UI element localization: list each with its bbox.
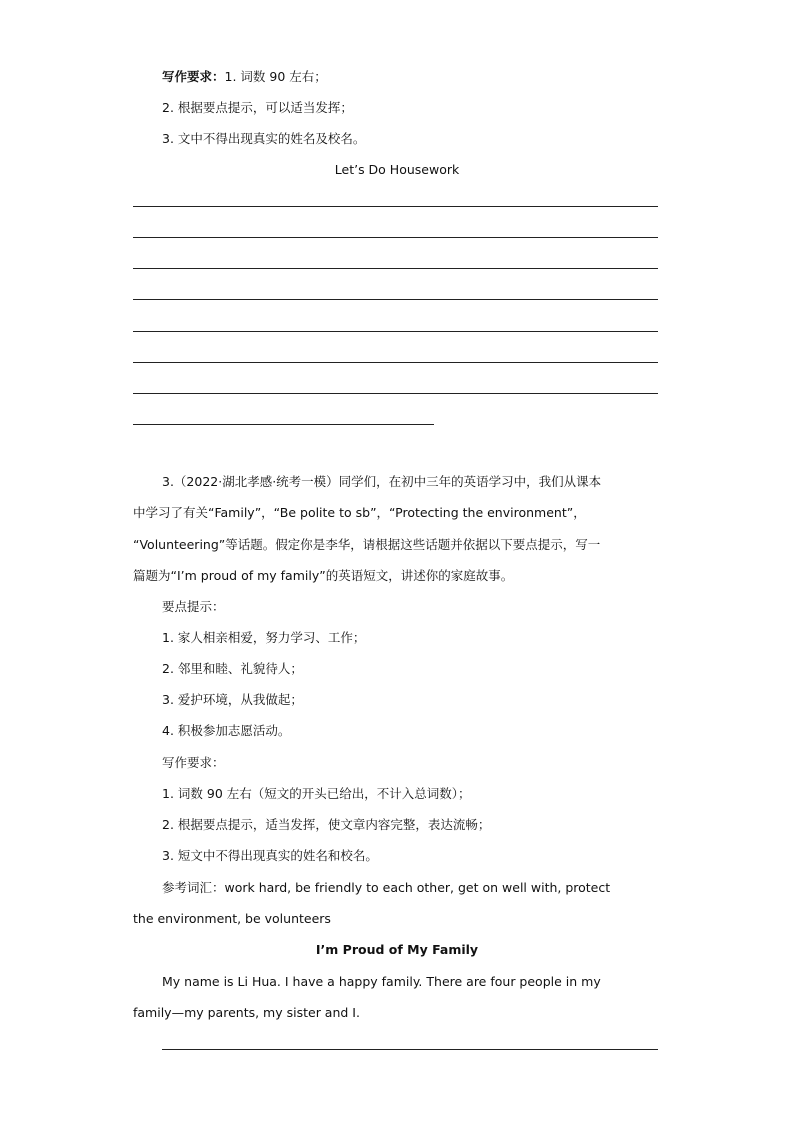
key-point-item: 2. 邻里和睦、礼貌待人；	[162, 661, 303, 676]
essay-opening-line: My name is Li Hua. I have a happy family. There are four people in my	[162, 974, 601, 989]
answer-line	[133, 237, 658, 238]
key-points-label: 要点提示：	[162, 599, 225, 614]
key-point-item: 1. 家人相亲相爱，努力学习、工作；	[162, 630, 366, 645]
answer-line	[162, 1049, 658, 1050]
reference-vocabulary-line: the environment, be volunteers	[133, 911, 331, 926]
requirement-item: 3. 短文中不得出现真实的姓名和校名。	[162, 848, 378, 863]
question-intro-line: 3.（2022·湖北孝感·统考一模）同学们，在初中三年的英语学习中，我们从课本	[162, 474, 602, 489]
requirement-item: 3. 文中不得出现真实的姓名及校名。	[162, 131, 366, 146]
answer-line	[133, 206, 658, 207]
key-point-item: 4. 积极参加志愿活动。	[162, 723, 291, 738]
essay-opening-line: family—my parents, my sister and I.	[133, 1005, 360, 1020]
answer-line-short	[133, 424, 434, 425]
key-point-item: 3. 爱护环境，从我做起；	[162, 692, 303, 707]
requirement-item: 2. 根据要点提示，可以适当发挥；	[162, 100, 353, 115]
essay-title-family: I’m Proud of My Family	[315, 942, 479, 957]
requirement-item: 2. 根据要点提示，适当发挥，使文章内容完整，表达流畅；	[162, 817, 491, 832]
writing-requirements-label: 写作要求：	[162, 69, 225, 84]
requirement-item: 1. 词数 90 左右（短文的开头已给出，不计入总词数）；	[162, 786, 471, 801]
answer-line	[133, 331, 658, 332]
question-intro-line: 篇题为“I’m proud of my family”的英语短文，讲述你的家庭故事。	[133, 568, 514, 583]
writing-requirements-line-1	[162, 69, 327, 85]
essay-title-housework: Let’s Do Housework	[334, 162, 460, 177]
answer-line	[133, 268, 658, 269]
answer-line	[133, 393, 658, 394]
question-intro-line: “Volunteering”等话题。假定你是李华，请根据这些话题并依据以下要点提示，写一	[133, 537, 601, 552]
reference-vocabulary-line: 参考词汇：work hard, be friendly to each other, get on well with, protect	[162, 880, 611, 895]
writing-requirements-label: 写作要求：	[162, 755, 225, 770]
answer-line	[133, 362, 658, 363]
requirement-item: 1. 词数 90 左右；	[224, 69, 327, 84]
question-intro-line: 中学习了有关“Family”，“Be polite to sb”，“Protecting the environment”，	[133, 505, 586, 520]
answer-line	[133, 299, 658, 300]
